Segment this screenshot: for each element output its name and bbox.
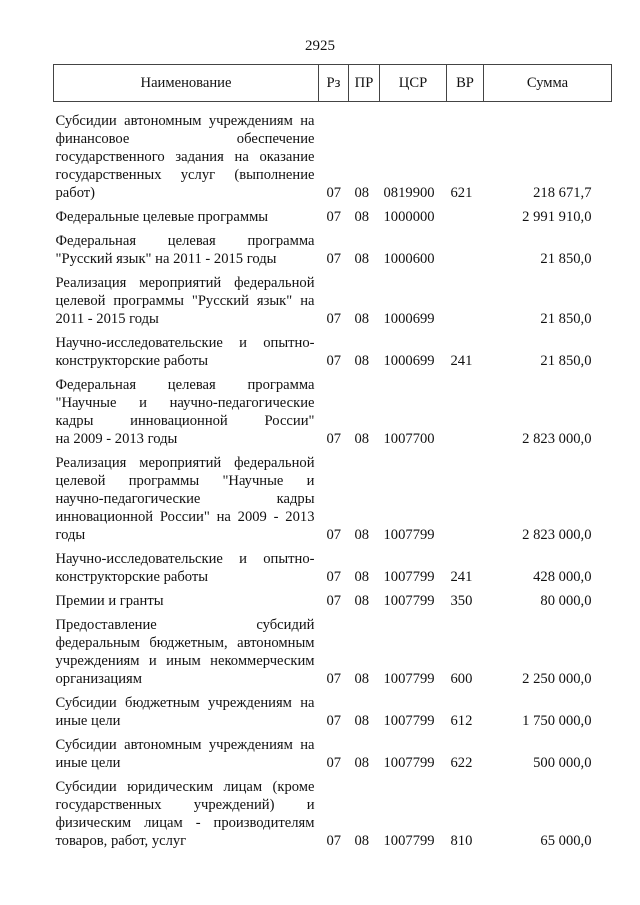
cell-rz: 07 (326, 833, 342, 849)
cell-sum: 2 823 000,0 (522, 527, 592, 543)
name-line: Субсидии автономным учреждениям на (55, 737, 315, 753)
page-number: 2925 (305, 38, 335, 54)
cell-csr: 1000699 (383, 353, 435, 369)
table-row (54, 544, 612, 586)
cell-sum: 21 850,0 (540, 251, 592, 267)
name-line: Субсидии юридическим лицам (кроме (55, 779, 315, 795)
cell-vr: 622 (450, 755, 473, 771)
name-line: Реализация мероприятий федеральной (55, 275, 315, 291)
name-line: конструкторские работы (55, 569, 209, 585)
cell-vr (447, 202, 484, 226)
name-line: физическим лицам - производителям (55, 815, 315, 831)
row-name (54, 688, 319, 730)
cell-rz: 07 (326, 593, 342, 609)
table-row (54, 202, 612, 226)
table-header (54, 65, 612, 102)
cell-rz: 07 (326, 569, 342, 585)
name-line: учреждениям и иным некоммерческим (55, 653, 315, 669)
cell-csr: 1007799 (383, 593, 435, 609)
row-name (54, 328, 319, 370)
cell-sum: 21 850,0 (540, 311, 592, 327)
name-line: конструкторские работы (55, 353, 209, 369)
cell-pr: 08 (354, 209, 370, 225)
row-name (54, 544, 319, 586)
cell-sum: 1 750 000,0 (522, 713, 592, 729)
cell-pr: 08 (354, 311, 370, 327)
name-line: на 2009 - 2013 годы (55, 431, 178, 447)
name-line: целевой программы "Научные и (55, 473, 315, 489)
name-line: государственных учреждений) и (55, 797, 315, 813)
cell-sum: 2 823 000,0 (522, 431, 592, 447)
name-line: целевой программы "Русский язык" на (55, 293, 315, 309)
name-line: кадры инновационной России" (55, 413, 315, 429)
name-line: иные цели (55, 755, 121, 771)
cell-sum: 428 000,0 (533, 569, 592, 585)
cell-pr: 08 (354, 251, 370, 267)
cell-pr: 08 (354, 353, 370, 369)
cell-csr: 1007799 (383, 569, 435, 585)
cell-pr: 08 (354, 833, 370, 849)
cell-rz: 07 (326, 311, 342, 327)
cell-vr: 612 (450, 713, 473, 729)
table-row (54, 772, 612, 850)
cell-csr: 1007799 (383, 713, 435, 729)
cell-rz: 07 (326, 527, 342, 543)
table-row (54, 226, 612, 268)
cell-vr: 241 (450, 569, 473, 585)
table-row (54, 268, 612, 328)
table-row (54, 328, 612, 370)
cell-rz: 07 (326, 431, 342, 447)
cell-sum: 80 000,0 (540, 593, 592, 609)
cell-rz: 07 (326, 713, 342, 729)
cell-vr (447, 370, 484, 448)
row-name (54, 370, 319, 448)
cell-pr: 08 (354, 593, 370, 609)
name-line: "Научные и научно-педагогические (55, 395, 315, 411)
header-vr: ВР (447, 65, 484, 102)
cell-vr: 350 (450, 593, 473, 609)
cell-csr: 1007799 (383, 671, 435, 687)
cell-csr: 1007799 (383, 527, 435, 543)
name-line: Федеральная целевая программа (55, 233, 315, 249)
cell-vr (447, 448, 484, 544)
cell-vr: 621 (450, 185, 473, 201)
name-line: организациям (55, 671, 142, 687)
name-line: Предоставление субсидий (55, 617, 315, 633)
budget-table (53, 64, 612, 850)
row-name (54, 730, 319, 772)
row-name (54, 586, 319, 610)
row-name (54, 772, 319, 850)
row-name (54, 268, 319, 328)
name-line: Научно-исследовательские и опытно- (55, 335, 315, 351)
name-line: Субсидии бюджетным учреждениям на (55, 695, 315, 711)
cell-vr (447, 226, 484, 268)
name-line: федеральным бюджетным, автономным (55, 635, 315, 651)
table-row (54, 448, 612, 544)
cell-pr: 08 (354, 569, 370, 585)
cell-pr: 08 (354, 713, 370, 729)
name-line: Федеральные целевые программы (55, 209, 269, 225)
table-row (54, 610, 612, 688)
table-row (54, 730, 612, 772)
name-line: работ) (55, 185, 96, 201)
cell-pr: 08 (354, 755, 370, 771)
name-line: "Русский язык" на 2011 - 2015 годы (55, 251, 277, 267)
header-rz: Рз (319, 65, 349, 102)
cell-pr: 08 (354, 527, 370, 543)
name-line: товаров, работ, услуг (55, 833, 187, 849)
cell-sum: 500 000,0 (533, 755, 592, 771)
cell-sum: 2 991 910,0 (522, 209, 592, 225)
cell-csr: 1007700 (383, 431, 435, 447)
cell-pr: 08 (354, 671, 370, 687)
row-name (54, 202, 319, 226)
name-line: государственных услуг (выполнение (55, 167, 315, 183)
name-line: инновационной России" на 2009 - 2013 (55, 509, 315, 525)
name-line: Федеральная целевая программа (55, 377, 315, 393)
cell-rz: 07 (326, 671, 342, 687)
cell-csr: 1000600 (383, 251, 435, 267)
cell-vr: 810 (450, 833, 473, 849)
table-row (54, 102, 612, 203)
row-name (54, 102, 319, 203)
cell-pr: 08 (354, 431, 370, 447)
name-line: годы (55, 527, 86, 543)
header-csr: ЦСР (380, 65, 447, 102)
cell-sum: 21 850,0 (540, 353, 592, 369)
cell-csr: 0819900 (383, 185, 435, 201)
cell-rz: 07 (326, 755, 342, 771)
name-line: Премии и гранты (55, 593, 164, 609)
cell-vr: 241 (450, 353, 473, 369)
table-row (54, 370, 612, 448)
cell-vr (447, 268, 484, 328)
table-row (54, 688, 612, 730)
table-row (54, 586, 612, 610)
cell-rz: 07 (326, 185, 342, 201)
row-name (54, 610, 319, 688)
cell-csr: 1007799 (383, 833, 435, 849)
header-sum: Сумма (484, 65, 612, 102)
cell-csr: 1000699 (383, 311, 435, 327)
cell-rz: 07 (326, 251, 342, 267)
name-line: государственного задания на оказание (55, 149, 315, 165)
name-line: Реализация мероприятий федеральной (55, 455, 315, 471)
row-name (54, 226, 319, 268)
name-line: 2011 - 2015 годы (55, 311, 159, 327)
header-name: Наименование (54, 65, 319, 102)
name-line: Субсидии автономным учреждениям на (55, 113, 315, 129)
cell-csr: 1007799 (383, 755, 435, 771)
cell-csr: 1000000 (383, 209, 435, 225)
header-pr: ПР (349, 65, 380, 102)
cell-rz: 07 (326, 353, 342, 369)
name-line: иные цели (55, 713, 121, 729)
name-line: финансовое обеспечение (55, 131, 315, 147)
name-line: научно-педагогические кадры (55, 491, 315, 507)
cell-sum: 218 671,7 (533, 185, 592, 201)
cell-sum: 65 000,0 (540, 833, 592, 849)
name-line: Научно-исследовательские и опытно- (55, 551, 315, 567)
cell-rz: 07 (326, 209, 342, 225)
cell-pr: 08 (354, 185, 370, 201)
cell-sum: 2 250 000,0 (522, 671, 592, 687)
row-name (54, 448, 319, 544)
cell-vr: 600 (450, 671, 473, 687)
